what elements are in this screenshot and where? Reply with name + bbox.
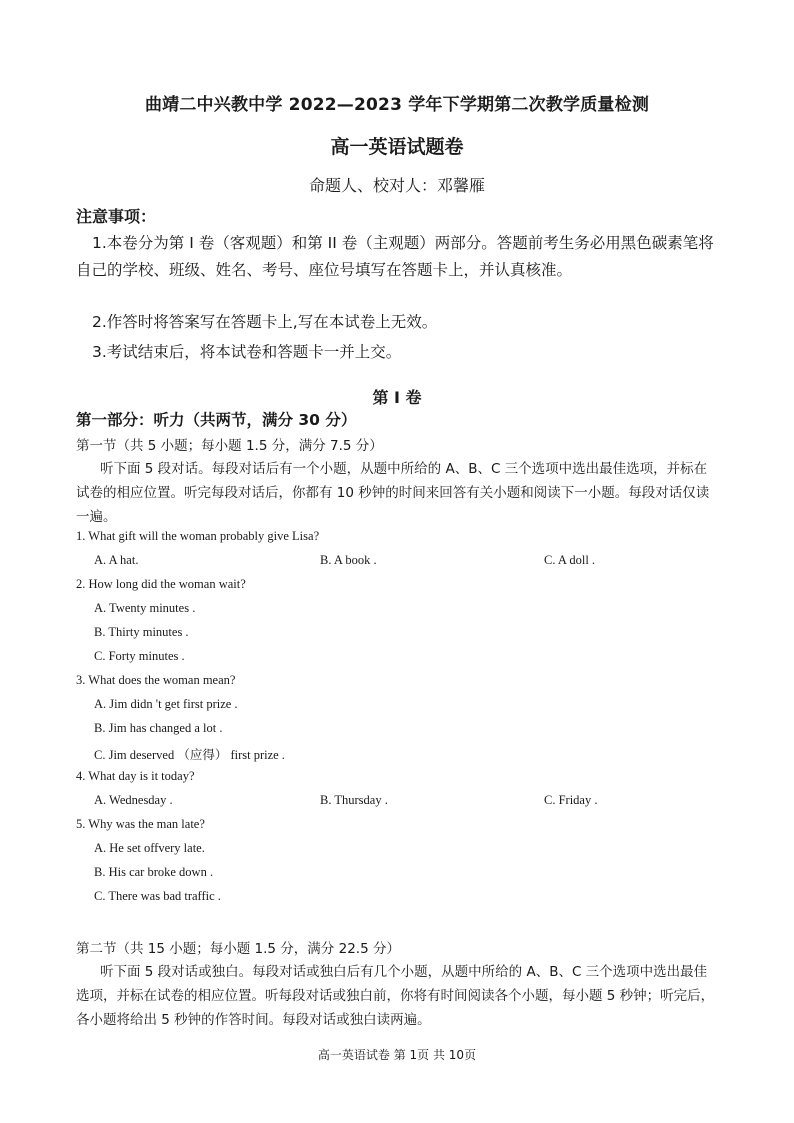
part1-title: 第一部分：听力（共两节，满分 30 分） — [76, 411, 357, 429]
question-5: 5. Why was the man late? — [76, 817, 205, 831]
notice-item-2: 2.作答时将答案写在答题卡上,写在本试卷上无效。 — [92, 313, 438, 331]
question-2: 2. How long did the woman wait? — [76, 577, 246, 591]
notice-item-3: 3.考试结束后，将本试卷和答题卡一并上交。 — [92, 343, 402, 361]
question-1: 1. What gift will the woman probably give Lisa? — [76, 529, 320, 543]
notice-heading: 注意事项： — [76, 207, 157, 226]
section1-title: 第一节（共 5 小题；每小题 1.5 分，满分 7.5 分） — [76, 438, 383, 454]
q1-option-a: A. A hat. — [94, 553, 139, 567]
volume-title: 第 I 卷 — [372, 388, 422, 407]
exam-authors: 命题人、校对人：邓馨雁 — [308, 176, 485, 195]
question-3: 3. What does the woman mean? — [76, 673, 236, 687]
q5-option-c: C. There was bad traffic . — [94, 889, 221, 903]
q4-option-c: C. Friday . — [544, 793, 598, 807]
exam-title: 曲靖二中兴教中学 2022—2023 学年下学期第二次教学质量检测 — [144, 95, 650, 115]
q3-option-b: B. Jim has changed a lot . — [94, 721, 223, 735]
q2-option-a: A. Twenty minutes . — [94, 601, 196, 615]
page-footer: 高一英语试卷 第 1页 共 10页 — [317, 1048, 477, 1062]
q1-option-c: C. A doll . — [544, 553, 596, 567]
q2-option-b: B. Thirty minutes . — [94, 625, 189, 639]
section1-instructions: 听下面 5 段对话。每段对话后有一个小题，从题中所给的 A、B、C 三个选项中选出最佳选项，并标在试卷的相应位置。听完每段对话后，你都有 10 秒钟的时间来回答有关小题和阅读下一小题。每段对话仅读一遍。 — [76, 461, 710, 525]
section2-instructions: 听下面 5 段对话或独白。每段对话或独白后有几个小题，从题中所给的 A、B、C 三个选项中选出最佳选项，并标在试卷的相应位置。听每段对话或独白前，你将有时间阅读各个小题，每小题 5 秒钟；听完后，各小题将给出 5 秒钟的作答时间。每段对话或独白读两遍。 — [76, 964, 715, 1028]
section2-title: 第二节（共 15 小题；每小题 1.5 分，满分 22.5 分） — [76, 941, 400, 957]
q5-option-b: B. His car broke down . — [94, 865, 214, 879]
q1-option-b: B. A book . — [320, 553, 377, 567]
q5-option-a: A. He set offvery late. — [94, 841, 205, 855]
notice-item-1: 1.本卷分为第 I 卷（客观题）和第 II 卷（主观题）两部分。答题前考生务必用黑色碳素笔将自己的学校、班级、姓名、考号、座位号填写在答题卡上，并认真核准。 — [76, 234, 714, 279]
question-4: 4. What day is it today? — [76, 769, 195, 783]
q3-option-a: A. Jim didn 't get first prize . — [94, 697, 238, 711]
q4-option-a: A. Wednesday . — [94, 793, 173, 807]
q3-option-c: C. Jim deserved （应得） first prize . — [94, 748, 285, 762]
q2-option-c: C. Forty minutes . — [94, 649, 185, 663]
q4-option-b: B. Thursday . — [320, 793, 388, 807]
exam-subtitle: 高一英语试题卷 — [330, 136, 464, 158]
